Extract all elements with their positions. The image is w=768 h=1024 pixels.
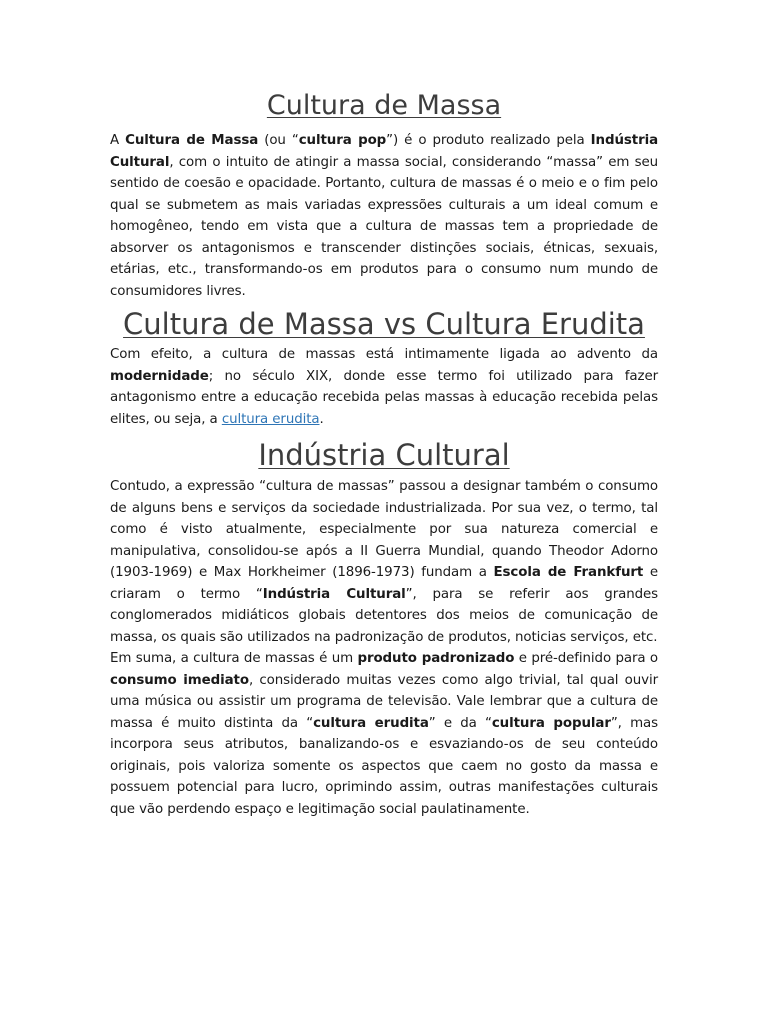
section1-text-1: Com efeito, a cultura de massas está intimamente ligada ao advento da [110,347,658,362]
section2-p2-text-5: ”, mas incorpora seus atributos, banalizando-os e esvaziando-os de seu conteúdo originais, pois valoriza somente os aspectos que caem no gosto da massa e possuem potencial para lucro, oprimindo assim, outras manifestações culturais que vão perdendo espaço e legitimação social paulatinamente. [110,715,658,817]
section2-bold-cultura-erudita: cultura erudita [313,715,429,731]
section-heading-massa-vs-erudita-text: Cultura de Massa vs Cultura Erudita [123,307,645,341]
intro-text-2: (ou “ [258,133,299,148]
intro-text-3: ”) é o produto realizado pela [386,133,591,148]
intro-paragraph [110,130,658,302]
section1-bold-modernidade: modernidade [110,368,209,384]
section2-p2-text-2: e pré-definido para o [514,651,659,666]
intro-bold-cultura-de-massa: Cultura de Massa [125,133,259,148]
section2-bold-escola-de-frankfurt: Escola de Frankfurt [493,565,644,580]
section2-paragraph-1 [110,476,658,648]
intro-bold-industria-cultural: Indústria Cultural [110,133,659,170]
section1-paragraph [110,344,658,430]
page-title [110,82,658,130]
section2-p2-text-1: Em suma, a cultura de massas é um [110,651,358,666]
section2-bold-produto-padronizado: produto padronizado [357,651,515,666]
section-heading-industria-cultural-text: Indústria Cultural [258,438,510,472]
intro-text-4: , com o intuito de atingir a massa social, considerando “massa” em seu sentido de coesão e opacidade. Portanto, cultura de massas é o meio e o fim pelo qual se submetem as mais variadas expressões culturais a um ideal comum e homogêneo, tendo em vista que a cultura de massas tem a propriedade de absorver os antagonismos e transcender distinções sociais, étnicas, sexuais, etárias, etc., transformando-os em produtos para o consumo num mundo de consumidores livres. [110,154,658,299]
intro-bold-cultura-pop: cultura pop [298,133,387,148]
section1-text-3: . [319,411,324,427]
section2-bold-cultura-popular: cultura popular [491,715,611,731]
section2-p1-text-2: e criaram o termo “ [110,565,658,602]
document-page [110,82,658,820]
section2-paragraph-2 [110,648,658,820]
section2-bold-industria-cultural: Indústria Cultural [262,586,406,602]
section2-p1-text-3: ”, para se referir aos grandes conglomerados midiáticos globais detentores dos meios de comunicação de massa, os quais são utilizados na padronização de produtos, noticias serviços, etc. [110,586,659,645]
section1-text-2: ; no século XIX, donde esse termo foi utilizado para fazer antagonismo entre a educação recebida pelas massas à educação recebida pelas elites, ou seja, a [110,368,658,427]
intro-text-1: A [110,133,126,148]
section-heading-industria-cultural [110,434,658,476]
section2-p2-text-4: ” e da “ [428,715,492,731]
section-heading-massa-vs-erudita [110,304,658,344]
section2-p2-text-3: , considerado muitas vezes como algo trivial, tal qual ouvir uma música ou assistir um programa de televisão. Vale lembrar que a cultura de massa é muito distinta da “ [110,672,659,731]
page-title-text: Cultura de Massa [266,90,502,121]
section2-p1-text-1: Contudo, a expressão “cultura de massas” passou a designar também o consumo de alguns bens e serviços da sociedade industrializada. Por sua vez, o termo, tal como é visto atualmente, especialmente por sua natureza comercial e manipulativa, consolidou-se após a II Guerra Mundial, quando Theodor Adorno (1903-1969) e Max Horkheimer (1896-1973) fundam a [110,479,658,580]
cultura-erudita-link[interactable]: cultura erudita [221,411,320,427]
section2-bold-consumo-imediato: consumo imediato [110,672,249,688]
